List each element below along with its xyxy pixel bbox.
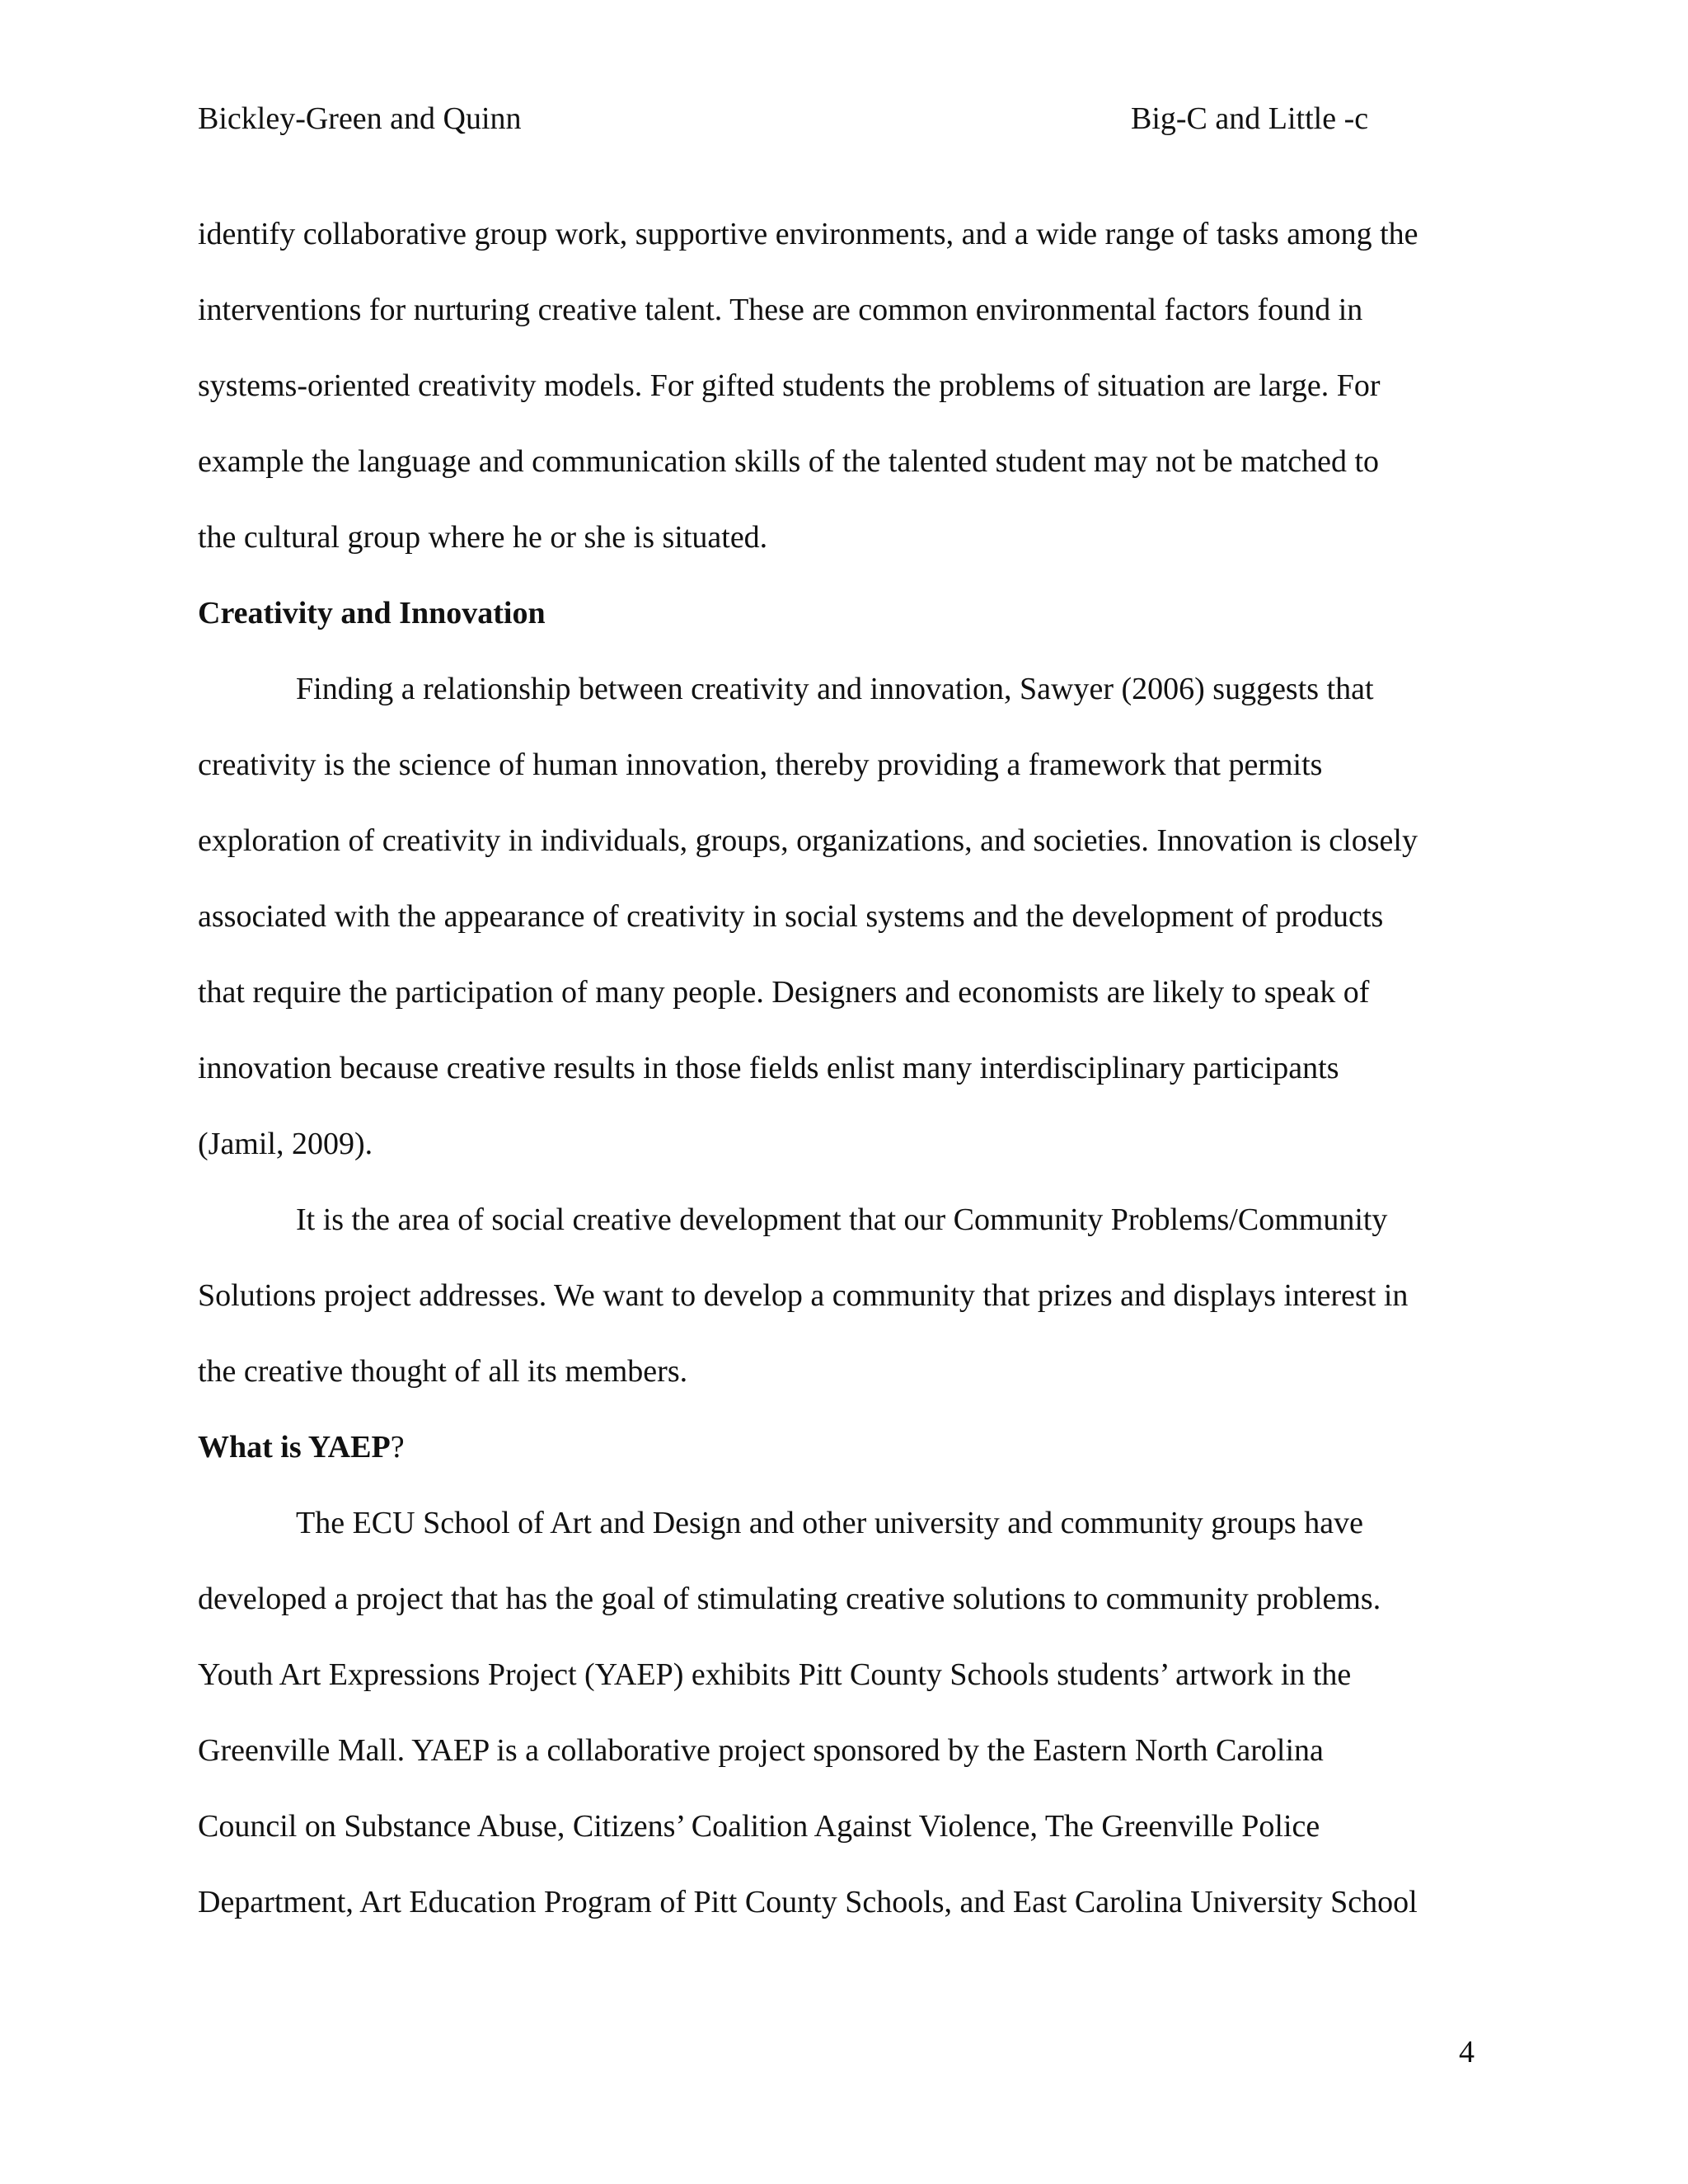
text-line: Council on Substance Abuse, Citizens’ Coalition Against Violence, The Greenville Police <box>198 1809 1320 1844</box>
text-line: creativity is the science of human innovation, thereby providing a framework that permits <box>198 748 1323 782</box>
text-line: exploration of creativity in individuals, groups, organizations, and societies. Innovation is closely <box>198 823 1418 858</box>
text-line: innovation because creative results in those fields enlist many interdisciplinary participants <box>198 1051 1339 1085</box>
section-heading-question-mark: ? <box>390 1430 405 1465</box>
text-line: developed a project that has the goal of stimulating creative solutions to community problems. <box>198 1582 1381 1616</box>
text-line: the creative thought of all its members. <box>198 1354 688 1389</box>
running-header-authors: Bickley-Green and Quinn <box>198 101 522 136</box>
section-heading-text: What is YAEP <box>198 1430 391 1465</box>
text-line: identify collaborative group work, supportive environments, and a wide range of tasks among the <box>198 217 1418 251</box>
text-line: Greenville Mall. YAEP is a collaborative project sponsored by the Eastern North Carolina <box>198 1733 1324 1768</box>
text-line: systems-oriented creativity models. For gifted students the problems of situation are large. For <box>198 368 1381 403</box>
text-line: the cultural group where he or she is situated. <box>198 520 768 555</box>
text-line: It is the area of social creative development that our Community Problems/Community <box>296 1202 1388 1237</box>
section-heading-creativity-innovation: Creativity and Innovation <box>198 596 546 630</box>
text-line: that require the participation of many people. Designers and economists are likely to speak of <box>198 975 1370 1010</box>
running-header-title: Big-C and Little -c <box>1131 101 1369 136</box>
page-number: 4 <box>1459 2035 1475 2069</box>
text-line: interventions for nurturing creative talent. These are common environmental factors found in <box>198 293 1363 327</box>
text-line: (Jamil, 2009). <box>198 1127 373 1161</box>
section-heading-what-is-yaep <box>198 1409 1484 1485</box>
text-line: associated with the appearance of creativity in social systems and the development of products <box>198 899 1384 934</box>
text-line: Youth Art Expressions Project (YAEP) exhibits Pitt County Schools students’ artwork in the <box>198 1657 1352 1692</box>
text-line: example the language and communication skills of the talented student may not be matched to <box>198 444 1380 479</box>
text-line: Department, Art Education Program of Pitt County Schools, and East Carolina University School <box>198 1885 1418 1919</box>
text-line: Solutions project addresses. We want to develop a community that prizes and displays interest in <box>198 1278 1409 1313</box>
text-line: Finding a relationship between creativity and innovation, Sawyer (2006) suggests that <box>296 672 1374 706</box>
body-text <box>198 196 1484 1940</box>
text-line: The ECU School of Art and Design and other university and community groups have <box>296 1506 1363 1540</box>
